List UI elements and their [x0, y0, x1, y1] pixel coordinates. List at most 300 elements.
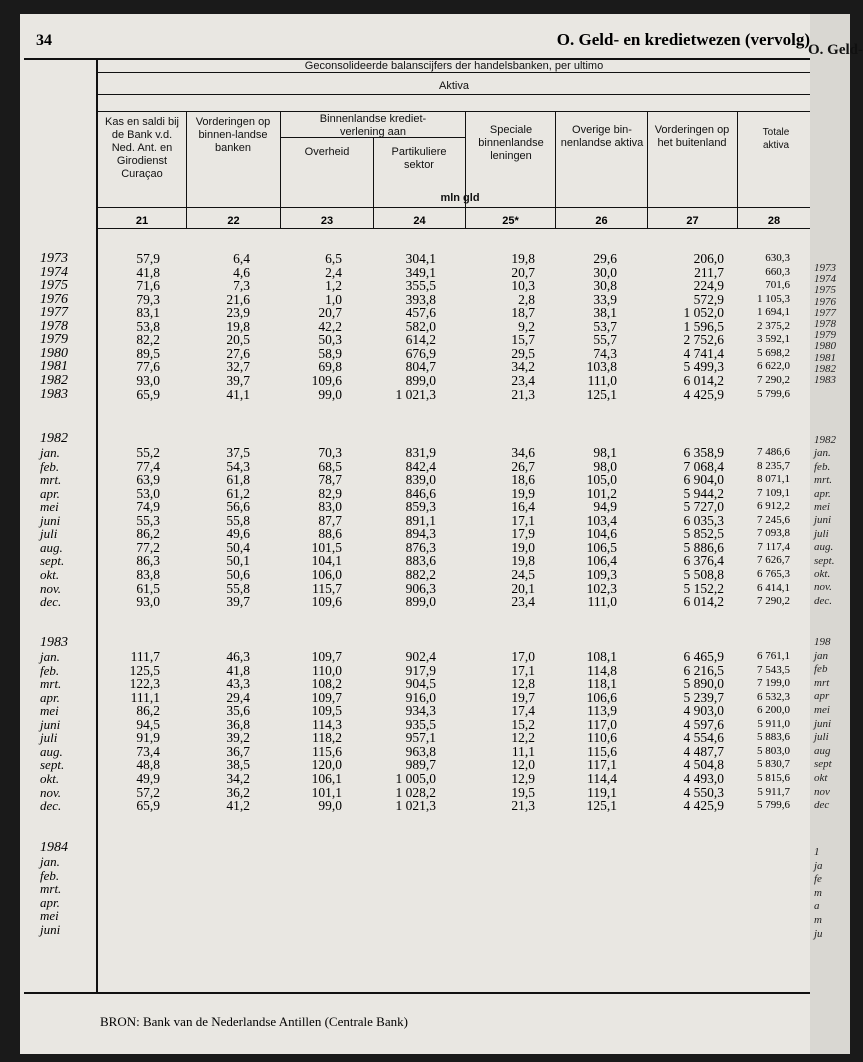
data-cell: 108,2 [311, 676, 342, 692]
data-cell: 989,7 [405, 757, 436, 773]
data-cell: 125,5 [129, 662, 160, 678]
data-cell: 82,2 [136, 332, 160, 348]
header-vorderingen-buitenland: Vorderingen op het buitenland [654, 124, 730, 149]
data-cell: 114,8 [587, 662, 617, 678]
data-cell: 83,8 [136, 566, 160, 582]
data-cell: 34,2 [226, 770, 250, 786]
data-cell: 891,1 [405, 512, 436, 528]
row-label: 1982 [40, 372, 68, 388]
data-cell: 7 626,7 [757, 554, 790, 567]
page-number: 34 [36, 32, 52, 49]
data-cell: 5 944,2 [683, 485, 724, 501]
data-cell: 99,0 [318, 798, 342, 814]
data-cell: 701,6 [765, 279, 790, 292]
edge-label: apr. [814, 487, 831, 500]
data-cell: 906,3 [405, 580, 436, 596]
source-note: BRON: Bank van de Nederlandse Antillen (Centrale Bank) [100, 1014, 408, 1029]
data-cell: 30,0 [593, 264, 617, 280]
data-cell: 876,3 [405, 539, 436, 555]
edge-label: m [814, 886, 822, 899]
section-title: O. Geld- en kredietwezen (vervolg) [556, 30, 810, 49]
row-label: 1976 [40, 291, 68, 307]
rule [465, 111, 466, 229]
edge-label: feb [814, 663, 828, 676]
row-label: nov. [40, 580, 62, 596]
rule [96, 94, 810, 95]
data-cell: 55,7 [593, 332, 617, 348]
data-cell: 7 290,2 [757, 595, 790, 608]
data-cell: 5 852,5 [683, 526, 724, 542]
data-cell: 125,1 [586, 386, 617, 402]
data-cell: 94,9 [593, 499, 617, 515]
row-label: feb. [40, 662, 60, 678]
data-cell: 46,3 [226, 649, 250, 664]
data-cell: 1 028,2 [395, 784, 436, 800]
edge-label: juni [814, 514, 832, 527]
edge-label: juni [814, 717, 832, 730]
rule [24, 992, 810, 994]
data-cell: 78,7 [318, 472, 342, 488]
next-page-edge [808, 14, 863, 1054]
data-cell: 6 532,3 [757, 690, 790, 703]
block-year: 1984 [40, 840, 68, 855]
data-cell: 98,0 [593, 458, 617, 474]
data-cell: 106,5 [586, 539, 617, 555]
row-label: jan. [40, 649, 60, 664]
data-cell: 23,4 [511, 372, 535, 388]
rule [186, 111, 187, 229]
row-label: feb. [40, 458, 60, 474]
data-cell: 106,0 [311, 566, 342, 582]
data-cell: 2,8 [518, 291, 535, 307]
data-cell: 86,2 [136, 526, 160, 542]
edge-label: 1981 [814, 351, 836, 364]
header-overheid: Overheid [304, 146, 350, 158]
row-label: jan. [40, 445, 60, 460]
data-cell: 29,5 [511, 345, 535, 361]
unit-label: mln gld [440, 192, 480, 204]
edge-label: juli [814, 731, 829, 744]
data-cell: 74,3 [593, 345, 617, 361]
data-cell: 77,4 [136, 458, 160, 474]
data-cell: 103,8 [586, 359, 617, 375]
data-cell: 17,4 [511, 703, 535, 719]
edge-label: apr [814, 690, 830, 703]
data-cell: 12,0 [511, 757, 535, 773]
rule [647, 111, 648, 229]
data-cell: 21,3 [511, 798, 535, 814]
data-cell: 55,3 [136, 512, 160, 528]
data-cell: 50,3 [318, 332, 342, 348]
data-cell: 846,6 [405, 485, 436, 501]
data-cell: 6 216,5 [683, 662, 724, 678]
data-cell: 88,6 [318, 526, 342, 542]
data-cell: 122,3 [129, 676, 160, 692]
row-label: juni [40, 921, 61, 937]
data-cell: 98,1 [593, 445, 617, 460]
data-cell: 83,1 [136, 305, 160, 321]
rule [96, 228, 810, 229]
data-cell: 65,9 [136, 798, 160, 814]
data-cell: 19,5 [511, 784, 535, 800]
data-cell: 53,7 [593, 318, 617, 334]
data-cell: 110,0 [312, 662, 342, 678]
data-cell: 21,3 [511, 386, 535, 402]
data-cell: 7,3 [233, 278, 250, 294]
data-cell: 20,7 [318, 305, 342, 321]
data-cell: 48,8 [136, 757, 160, 773]
row-label: sept. [40, 757, 65, 773]
data-cell: 894,3 [405, 526, 436, 542]
data-cell: 68,5 [318, 458, 342, 474]
data-cell: 917,9 [405, 662, 436, 678]
header-partikuliere-sektor: Partikuliere sektor [391, 146, 447, 171]
data-cell: 77,2 [136, 539, 160, 555]
data-cell: 102,3 [586, 580, 617, 596]
data-cell: 29,6 [593, 251, 617, 266]
edge-label: feb. [814, 460, 831, 473]
data-cell: 42,2 [318, 318, 342, 334]
data-cell: 109,7 [311, 689, 342, 705]
edge-label: juli [814, 527, 829, 540]
data-cell: 20,7 [511, 264, 535, 280]
data-cell: 20,1 [511, 580, 535, 596]
data-cell: 34,6 [511, 445, 535, 460]
data-cell: 50,6 [226, 566, 250, 582]
data-cell: 5 830,7 [757, 758, 790, 771]
edge-label: mei [814, 704, 830, 716]
data-cell: 30,8 [593, 278, 617, 294]
data-cell: 37,5 [226, 445, 250, 460]
data-cell: 94,5 [136, 716, 160, 732]
data-cell: 17,9 [511, 526, 535, 542]
data-cell: 70,3 [318, 445, 342, 460]
data-cell: 1 052,0 [683, 305, 724, 321]
edge-label: okt. [814, 568, 831, 580]
data-cell: 55,8 [226, 512, 250, 528]
data-cell: 660,3 [765, 265, 790, 278]
data-cell: 53,0 [136, 485, 160, 501]
data-cell: 26,7 [511, 458, 535, 474]
data-cell: 839,0 [405, 472, 436, 488]
data-cell: 7 245,6 [757, 513, 790, 526]
data-cell: 15,2 [511, 716, 535, 732]
data-cell: 104,1 [311, 553, 342, 569]
data-cell: 7 117,4 [757, 540, 790, 553]
data-cell: 115,6 [587, 743, 617, 759]
data-cell: 109,6 [311, 372, 342, 388]
data-cell: 109,7 [311, 649, 342, 664]
data-cell: 2 752,6 [683, 332, 724, 348]
row-label: 1975 [40, 278, 68, 294]
data-cell: 6 358,9 [683, 445, 724, 460]
row-label: 1978 [40, 318, 68, 334]
data-cell: 93,0 [136, 594, 160, 610]
data-cell: 69,8 [318, 359, 342, 375]
row-label: juni [40, 716, 61, 732]
data-cell: 111,7 [130, 649, 160, 664]
data-cell: 6 912,2 [757, 500, 790, 513]
data-cell: 115,6 [312, 743, 342, 759]
data-cell: 117,0 [587, 716, 617, 732]
edge-label: 1980 [814, 340, 836, 353]
data-cell: 101,1 [311, 784, 342, 800]
rule [96, 111, 810, 112]
data-cell: 49,6 [226, 526, 250, 542]
row-label: 1977 [40, 305, 68, 321]
data-cell: 115,7 [312, 580, 342, 596]
header-kredietverlening: Binnenlandse krediet-verlening aan [319, 113, 427, 138]
data-cell: 32,7 [226, 359, 250, 375]
data-cell: 65,9 [136, 386, 160, 402]
data-cell: 35,6 [226, 703, 250, 719]
data-cell: 4 425,9 [683, 386, 724, 402]
data-cell: 87,7 [318, 512, 342, 528]
data-cell: 77,6 [136, 359, 160, 375]
data-cell: 113,9 [587, 703, 617, 719]
data-cell: 7 486,6 [757, 446, 790, 458]
data-cell: 29,4 [226, 689, 250, 705]
data-cell: 4 597,6 [683, 716, 724, 732]
data-cell: 7 199,0 [757, 677, 790, 690]
data-cell: 3 592,1 [757, 333, 790, 346]
row-label: okt. [40, 566, 60, 582]
column-number: 24 [413, 215, 426, 227]
data-cell: 39,7 [226, 594, 250, 610]
data-cell: 38,1 [593, 305, 617, 321]
data-cell: 19,9 [511, 485, 535, 501]
edge-label: okt [814, 772, 828, 784]
edge-label: 1983 [814, 374, 836, 386]
data-cell: 19,8 [226, 318, 250, 334]
data-cell: 7 109,1 [757, 486, 790, 499]
row-label: juli [40, 526, 58, 542]
data-cell: 106,6 [586, 689, 617, 705]
data-cell: 7 068,4 [683, 458, 724, 474]
data-cell: 23,4 [511, 594, 535, 610]
row-label: dec. [40, 594, 62, 610]
data-cell: 5 886,6 [683, 539, 724, 555]
data-cell: 117,1 [587, 757, 617, 773]
data-cell: 23,9 [226, 305, 250, 321]
data-cell: 111,0 [587, 372, 617, 388]
row-label: mrt. [40, 881, 62, 897]
aktiva-label: Aktiva [439, 80, 469, 92]
data-cell: 457,6 [405, 305, 436, 321]
data-cell: 1 694,1 [757, 306, 790, 319]
data-cell: 6,4 [233, 251, 250, 266]
data-cell: 7 093,8 [757, 527, 790, 540]
edge-label: 198 [814, 636, 831, 648]
edge-label: aug [814, 744, 831, 757]
data-cell: 6 622,0 [757, 360, 790, 373]
header-vorderingen-binnenland: Vorderingen op binnen-landse banken [195, 116, 271, 154]
data-cell: 114,3 [312, 716, 342, 732]
row-label: 1983 [40, 386, 68, 402]
data-cell: 842,4 [405, 458, 436, 474]
data-cell: 1 021,3 [395, 798, 436, 814]
data-cell: 934,3 [405, 703, 436, 719]
row-label: 1974 [40, 264, 68, 280]
data-cell: 50,4 [226, 539, 250, 555]
column-number: 25* [502, 215, 519, 227]
edge-label: dec [814, 799, 830, 812]
data-cell: 109,3 [586, 566, 617, 582]
data-cell: 916,0 [405, 689, 436, 705]
data-cell: 108,1 [586, 649, 617, 664]
data-cell: 57,2 [136, 784, 160, 800]
data-cell: 859,3 [405, 499, 436, 515]
data-cell: 111,0 [587, 594, 617, 610]
data-cell: 21,6 [226, 291, 250, 307]
data-cell: 104,6 [586, 526, 617, 542]
data-cell: 39,2 [226, 730, 250, 746]
data-cell: 1 596,5 [683, 318, 724, 334]
rule [96, 58, 98, 992]
data-cell: 572,9 [693, 291, 724, 307]
data-cell: 9,2 [518, 318, 535, 334]
row-label: juni [40, 512, 61, 528]
data-cell: 39,7 [226, 372, 250, 388]
data-cell: 5 239,7 [683, 689, 724, 705]
data-cell: 89,5 [136, 345, 160, 361]
data-cell: 5 799,6 [757, 799, 790, 812]
data-cell: 1 005,0 [395, 770, 436, 786]
data-cell: 19,0 [511, 539, 535, 555]
data-cell: 6 414,1 [757, 581, 790, 594]
data-cell: 49,9 [136, 770, 160, 786]
row-label: aug. [40, 539, 63, 555]
row-label: mei [40, 499, 59, 515]
data-cell: 4 425,9 [683, 798, 724, 814]
row-label: dec. [40, 798, 62, 814]
data-cell: 56,6 [226, 499, 250, 515]
data-cell: 4 903,0 [683, 703, 724, 719]
data-cell: 55,2 [136, 445, 160, 460]
data-cell: 61,5 [136, 580, 160, 596]
data-cell: 61,8 [226, 472, 250, 488]
column-number: 28 [767, 215, 781, 227]
data-cell: 7 543,5 [757, 663, 790, 676]
row-label: apr. [40, 689, 60, 705]
edge-label: 1 [814, 846, 820, 858]
data-cell: 19,7 [511, 689, 535, 705]
data-cell: 8 235,7 [757, 459, 790, 472]
data-cell: 2,4 [325, 264, 342, 280]
header-overige-aktiva: Overige bin-nenlandse aktiva [560, 124, 644, 149]
data-cell: 20,5 [226, 332, 250, 348]
row-label: mei [40, 703, 59, 719]
data-cell: 5 815,6 [757, 771, 790, 784]
row-label: feb. [40, 867, 60, 883]
data-cell: 125,1 [586, 798, 617, 814]
data-cell: 18,7 [511, 305, 535, 321]
data-cell: 41,1 [226, 386, 250, 402]
data-cell: 61,2 [226, 485, 250, 501]
edge-label: 1978 [814, 318, 836, 330]
data-cell: 74,9 [136, 499, 160, 515]
edge-label: aug. [814, 541, 834, 554]
data-cell: 12,2 [511, 730, 535, 746]
edge-label: 1982 [814, 362, 836, 375]
data-cell: 349,1 [405, 264, 436, 280]
data-cell: 63,9 [136, 472, 160, 488]
data-cell: 55,8 [226, 580, 250, 596]
data-cell: 58,9 [318, 345, 342, 361]
data-cell: 79,3 [136, 291, 160, 307]
data-cell: 36,8 [226, 716, 250, 732]
data-cell: 41,2 [226, 798, 250, 814]
edge-label: 1977 [814, 306, 836, 319]
data-cell: 17,1 [511, 512, 535, 528]
data-cell: 355,5 [405, 278, 436, 294]
data-cell: 12,9 [511, 770, 535, 786]
edge-label: 1979 [814, 329, 836, 342]
data-cell: 86,2 [136, 703, 160, 719]
rule [96, 207, 810, 208]
data-cell: 18,6 [511, 472, 535, 488]
data-cell: 106,4 [586, 553, 617, 569]
edge-label: mrt. [814, 474, 833, 487]
column-number: 23 [320, 215, 334, 227]
column-number: 22 [227, 215, 240, 227]
edge-label: m [814, 914, 822, 926]
data-cell: 27,6 [226, 345, 250, 361]
data-cell: 630,3 [765, 252, 790, 264]
data-cell: 957,1 [405, 730, 436, 746]
data-cell: 6 035,3 [683, 512, 724, 528]
row-label: apr. [40, 894, 60, 910]
data-cell: 4,6 [233, 264, 250, 280]
data-cell: 101,5 [311, 539, 342, 555]
data-cell: 43,3 [226, 676, 250, 692]
data-cell: 105,0 [586, 472, 617, 488]
data-cell: 33,9 [593, 291, 617, 307]
data-cell: 1,2 [325, 278, 342, 294]
block-year: 1982 [40, 431, 68, 446]
data-cell: 4 487,7 [683, 743, 724, 759]
data-cell: 393,8 [405, 291, 436, 307]
data-cell: 36,7 [226, 743, 250, 759]
row-label: okt. [40, 770, 60, 786]
edge-title: O. Geld- [808, 42, 863, 58]
data-cell: 10,3 [511, 278, 535, 294]
data-cell: 19,8 [511, 553, 535, 569]
data-cell: 5 911,7 [757, 785, 790, 798]
data-cell: 82,9 [318, 485, 342, 501]
data-cell: 54,3 [226, 458, 250, 474]
data-cell: 6,5 [325, 251, 342, 266]
data-cell: 106,1 [311, 770, 342, 786]
data-cell: 5 698,2 [757, 346, 790, 359]
data-cell: 804,7 [405, 359, 436, 375]
data-cell: 103,4 [586, 512, 617, 528]
header-kas-saldi: Kas en saldi bij de Bank v.d. Ned. Ant. en Girodienst Curaçao [105, 116, 179, 180]
data-cell: 1 021,3 [395, 386, 436, 402]
edge-label: a [814, 900, 820, 913]
data-cell: 38,5 [226, 757, 250, 773]
data-cell: 6 765,3 [757, 567, 790, 580]
data-cell: 6 465,9 [683, 649, 724, 664]
edge-label: sept. [814, 554, 835, 567]
rule [737, 111, 738, 229]
data-cell: 899,0 [405, 372, 436, 388]
data-cell: 1 105,3 [757, 292, 790, 305]
row-label: aug. [40, 743, 63, 759]
data-cell: 110,6 [587, 730, 617, 746]
row-label: nov. [40, 784, 62, 800]
rule [555, 111, 556, 229]
